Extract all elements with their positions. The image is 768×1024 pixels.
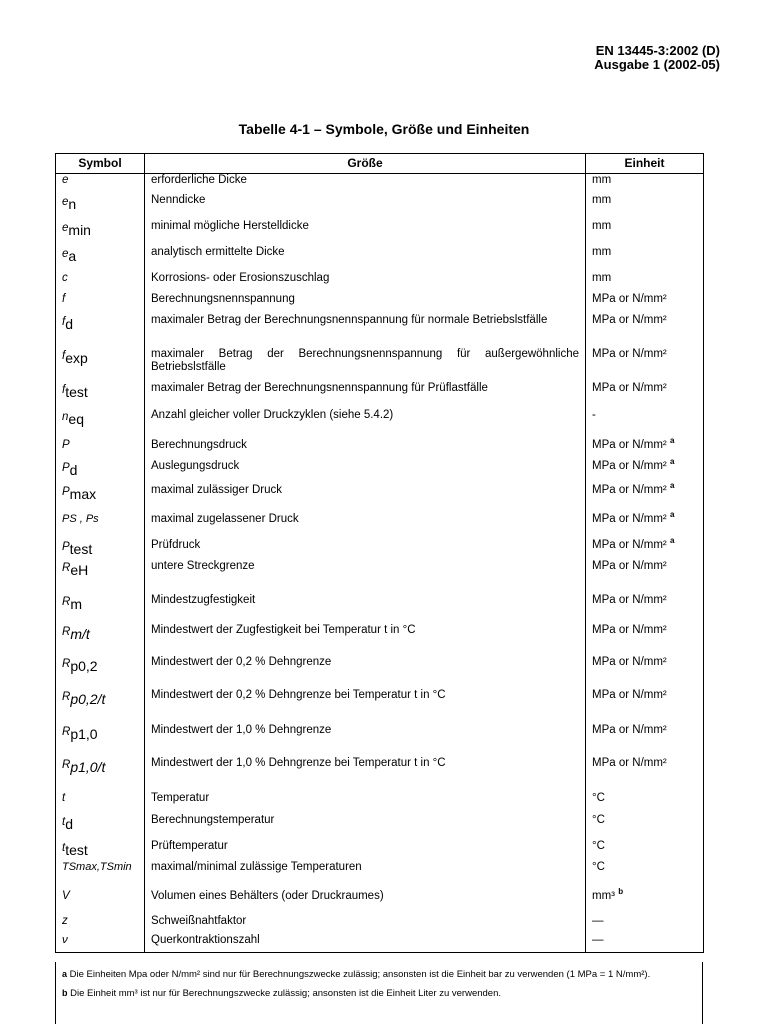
symbol-main: f xyxy=(62,315,66,328)
footnote-reference: a xyxy=(669,435,675,445)
table-row xyxy=(56,174,704,194)
unit-value: MPa or N/mm² xyxy=(592,538,667,551)
unit-cell xyxy=(586,934,704,953)
quantity-description: Berechnungstemperatur xyxy=(145,814,586,840)
unit-value: °C xyxy=(592,791,605,804)
unit-cell xyxy=(586,560,704,594)
quantity-description: maximal/minimal zulässige Temperaturen xyxy=(145,861,586,890)
symbol-main: PS , Ps xyxy=(62,512,99,525)
quantity-description: Mindestwert der Zugfestigkeit bei Temperatur t in °C xyxy=(145,624,586,656)
symbol-cell xyxy=(56,314,145,348)
unit-cell xyxy=(586,272,704,293)
symbol-main: ν xyxy=(62,933,68,946)
symbol-subscript: p1,0 xyxy=(70,725,98,742)
table-row xyxy=(56,890,704,915)
symbol-main: e xyxy=(62,221,69,234)
unit-value: MPa or N/mm² xyxy=(592,593,667,606)
table-row xyxy=(56,513,704,539)
symbol-cell xyxy=(56,656,145,689)
table-row xyxy=(56,656,704,689)
quantity-description: maximal zugelassener Druck xyxy=(145,513,586,539)
unit-cell xyxy=(586,246,704,272)
symbol-cell xyxy=(56,293,145,314)
symbols-table xyxy=(55,153,704,953)
symbol-cell xyxy=(56,560,145,594)
unit-cell xyxy=(586,409,704,439)
quantity-description: Korrosions- oder Erosionszuschlag xyxy=(145,272,586,293)
table-row xyxy=(56,272,704,293)
quantity-description: Nenndicke xyxy=(145,194,586,220)
table-row xyxy=(56,539,704,560)
unit-cell xyxy=(586,382,704,409)
symbol-cell xyxy=(56,757,145,792)
symbol-cell xyxy=(56,220,145,246)
symbol-main: V xyxy=(62,889,70,902)
table-row xyxy=(56,439,704,460)
table-header-row xyxy=(56,154,704,174)
footnote-a-text: Die Einheiten Mpa oder N/mm² sind nur für Berechnungszwecke zulässig; ansonsten ist die Einheit bar zu verwenden (1 MPa = 1 N/mm²). xyxy=(69,969,651,980)
unit-value: mm xyxy=(592,271,612,284)
table-row xyxy=(56,409,704,439)
column-header-symbol: Symbol xyxy=(56,154,145,174)
symbol-cell xyxy=(56,814,145,840)
symbol-main: R xyxy=(62,657,71,670)
unit-value: MPa or N/mm² xyxy=(592,723,667,736)
quantity-description: Auslegungsdruck xyxy=(145,460,586,484)
unit-value: mm xyxy=(592,245,612,258)
unit-cell xyxy=(586,509,704,539)
unit-value: MPa or N/mm² xyxy=(592,483,667,496)
table-footnotes xyxy=(55,962,703,1024)
symbol-subscript: eH xyxy=(70,561,89,578)
symbol-subscript: d xyxy=(65,315,73,332)
table-row xyxy=(56,915,704,934)
table-row xyxy=(56,560,704,594)
symbol-cell xyxy=(56,484,145,513)
unit-value: mm xyxy=(592,219,612,232)
symbol-cell xyxy=(56,934,145,953)
table-row xyxy=(56,814,704,840)
unit-value: — xyxy=(592,914,604,927)
symbol-main: R xyxy=(62,595,71,608)
unit-value: mm³ xyxy=(592,889,615,902)
unit-cell xyxy=(586,757,704,792)
symbol-main: R xyxy=(62,561,71,574)
symbol-main: TSmax,TSmin xyxy=(62,860,132,873)
unit-cell xyxy=(586,840,704,861)
unit-cell xyxy=(586,480,704,513)
unit-value: - xyxy=(592,408,596,421)
symbol-main: c xyxy=(62,271,68,284)
quantity-description: minimal mögliche Herstelldicke xyxy=(145,220,586,246)
symbol-cell xyxy=(56,792,145,814)
table-row xyxy=(56,861,704,890)
symbol-cell xyxy=(56,624,145,656)
symbol-cell xyxy=(56,861,145,890)
footnote-reference: b xyxy=(618,886,624,896)
unit-value: — xyxy=(592,933,604,946)
symbol-cell xyxy=(56,460,145,484)
unit-value: mm xyxy=(592,193,612,206)
footnote-a-mark: a xyxy=(62,969,68,979)
table-row xyxy=(56,382,704,409)
symbol-cell xyxy=(56,439,145,460)
symbol-main: t xyxy=(62,815,66,828)
unit-cell xyxy=(586,293,704,314)
symbol-cell xyxy=(56,348,145,382)
unit-cell xyxy=(586,194,704,220)
unit-value: MPa or N/mm² xyxy=(592,756,667,769)
symbol-subscript: max xyxy=(69,485,97,502)
quantity-description: Querkontraktionszahl xyxy=(145,934,586,953)
table-row xyxy=(56,293,704,314)
symbol-subscript: exp xyxy=(65,349,88,366)
table-row xyxy=(56,220,704,246)
symbol-cell xyxy=(56,246,145,272)
footnote-reference: a xyxy=(669,480,675,490)
quantity-description: Mindestwert der 1,0 % Dehngrenze bei Temperatur t in °C xyxy=(145,757,586,792)
footnote-reference: a xyxy=(669,535,675,545)
unit-cell xyxy=(586,861,704,890)
symbol-cell xyxy=(56,594,145,624)
document-number: EN 13445-3:2002 (D) xyxy=(595,43,720,58)
symbol-main: z xyxy=(62,914,68,927)
unit-value: MPa or N/mm² xyxy=(592,347,667,360)
quantity-description: Berechnungsnennspannung xyxy=(145,293,586,314)
symbol-main: n xyxy=(62,410,69,423)
symbol-subscript: test xyxy=(65,383,88,400)
unit-cell xyxy=(586,435,704,460)
symbol-main: f xyxy=(62,383,66,396)
symbol-subscript: test xyxy=(65,841,88,858)
symbol-main: t xyxy=(62,841,66,854)
symbol-main: P xyxy=(62,438,70,451)
table-row xyxy=(56,624,704,656)
unit-value: MPa or N/mm² xyxy=(592,512,667,525)
symbol-subscript: min xyxy=(68,221,91,238)
table-row xyxy=(56,246,704,272)
table-row xyxy=(56,484,704,513)
symbol-subscript: m xyxy=(70,595,82,612)
symbol-main: P xyxy=(62,461,70,474)
symbol-subscript: d xyxy=(65,815,73,832)
unit-cell xyxy=(586,689,704,724)
symbol-subscript: d xyxy=(69,461,78,478)
table-row xyxy=(56,689,704,724)
unit-cell xyxy=(586,594,704,624)
symbol-main: P xyxy=(62,485,70,498)
table-row xyxy=(56,314,704,348)
quantity-description: Mindestzugfestigkeit xyxy=(145,594,586,624)
table-row xyxy=(56,460,704,484)
symbol-main: e xyxy=(62,247,69,260)
symbol-cell xyxy=(56,513,145,539)
symbol-main: f xyxy=(62,349,66,362)
quantity-description: analytisch ermittelte Dicke xyxy=(145,246,586,272)
unit-cell xyxy=(586,915,704,934)
unit-cell xyxy=(586,886,704,915)
unit-value: MPa or N/mm² xyxy=(592,313,667,326)
quantity-description: Schweißnahtfaktor xyxy=(145,915,586,934)
symbol-main: R xyxy=(62,625,71,638)
unit-value: MPa or N/mm² xyxy=(592,655,667,668)
quantity-description: maximaler Betrag der Berechnungsnennspannung für Prüflastfälle xyxy=(145,382,586,409)
quantity-description: Temperatur xyxy=(145,792,586,814)
symbol-main: R xyxy=(62,725,71,738)
symbol-cell xyxy=(56,915,145,934)
symbol-subscript: a xyxy=(68,247,77,264)
symbol-subscript: p1,0/t xyxy=(70,758,106,775)
table-row xyxy=(56,934,704,953)
symbol-main: R xyxy=(62,758,71,771)
unit-value: °C xyxy=(592,860,605,873)
unit-cell xyxy=(586,535,704,560)
table-row xyxy=(56,757,704,792)
symbol-main: f xyxy=(62,292,66,305)
quantity-description: Mindestwert der 1,0 % Dehngrenze xyxy=(145,724,586,757)
symbol-cell xyxy=(56,724,145,757)
unit-value: MPa or N/mm² xyxy=(592,459,667,472)
symbol-subscript: n xyxy=(68,195,77,212)
unit-value: mm xyxy=(592,174,612,186)
footnote-b xyxy=(62,987,694,1000)
table-row xyxy=(56,348,704,382)
quantity-description: Prüftemperatur xyxy=(145,840,586,861)
symbol-main: P xyxy=(62,540,70,553)
symbol-subscript: p0,2 xyxy=(70,657,98,674)
unit-value: MPa or N/mm² xyxy=(592,292,667,305)
table-row xyxy=(56,792,704,814)
table-row xyxy=(56,840,704,861)
column-header-quantity: Größe xyxy=(145,154,586,174)
unit-value: °C xyxy=(592,813,605,826)
quantity-description: Prüfdruck xyxy=(145,539,586,560)
quantity-description: Mindestwert der 0,2 % Dehngrenze xyxy=(145,656,586,689)
footnote-a xyxy=(62,968,694,981)
quantity-description: maximaler Betrag der Berechnungsnennspannung für außergewöhnliche Betriebslstfälle xyxy=(145,348,586,382)
unit-value: MPa or N/mm² xyxy=(592,438,667,451)
symbol-cell xyxy=(56,890,145,915)
unit-value: MPa or N/mm² xyxy=(592,623,667,636)
symbol-cell xyxy=(56,689,145,724)
footnote-b-mark: b xyxy=(62,988,68,998)
footnote-b-text: Die Einheit mm³ ist nur für Berechnungszwecke zulässig; ansonsten ist die Einheit Liter zu verwenden. xyxy=(70,988,502,999)
quantity-description: erforderliche Dicke xyxy=(145,174,586,194)
quantity-description: maximaler Betrag der Berechnungsnennspannung für normale Betriebslstfälle xyxy=(145,314,586,348)
document-header xyxy=(594,44,720,72)
unit-value: °C xyxy=(592,839,605,852)
unit-cell xyxy=(586,174,704,194)
unit-cell xyxy=(586,792,704,814)
table-row xyxy=(56,594,704,624)
unit-cell xyxy=(586,314,704,348)
document-edition: Ausgabe 1 (2002-05) xyxy=(594,57,720,72)
symbol-main: R xyxy=(62,690,71,703)
symbol-cell xyxy=(56,382,145,409)
quantity-description: Berechnungsdruck xyxy=(145,439,586,460)
symbol-subscript: eq xyxy=(68,410,84,427)
column-header-unit: Einheit xyxy=(586,154,704,174)
quantity-description: Volumen eines Behälters (oder Druckraumes) xyxy=(145,890,586,915)
symbol-subscript: p0,2/t xyxy=(70,690,106,707)
unit-cell xyxy=(586,220,704,246)
quantity-description: maximal zulässiger Druck xyxy=(145,484,586,513)
symbol-cell xyxy=(56,840,145,861)
footnote-reference: a xyxy=(669,456,675,466)
symbol-cell xyxy=(56,272,145,293)
unit-cell xyxy=(586,456,704,484)
symbol-subscript: test xyxy=(69,540,93,557)
unit-cell xyxy=(586,656,704,689)
unit-cell xyxy=(586,624,704,656)
symbol-main: t xyxy=(62,791,66,804)
quantity-description: Mindestwert der 0,2 % Dehngrenze bei Temperatur t in °C xyxy=(145,689,586,724)
table-title: Tabelle 4-1 – Symbole, Größe und Einheiten xyxy=(238,121,530,137)
table-row xyxy=(56,194,704,220)
unit-cell xyxy=(586,348,704,382)
unit-cell xyxy=(586,724,704,757)
unit-value: MPa or N/mm² xyxy=(592,688,667,701)
symbol-cell xyxy=(56,174,145,194)
footnote-reference: a xyxy=(669,509,675,519)
quantity-description: untere Streckgrenze xyxy=(145,560,586,594)
symbol-subscript: m/t xyxy=(70,625,90,642)
symbol-cell xyxy=(56,409,145,439)
quantity-description: Anzahl gleicher voller Druckzyklen (siehe 5.4.2) xyxy=(145,409,586,439)
table-row xyxy=(56,724,704,757)
unit-cell xyxy=(586,814,704,840)
unit-value: MPa or N/mm² xyxy=(592,381,667,394)
symbol-main: e xyxy=(62,195,69,208)
symbol-cell xyxy=(56,194,145,220)
unit-value: MPa or N/mm² xyxy=(592,559,667,572)
symbol-cell xyxy=(56,539,145,560)
symbol-main: e xyxy=(62,174,69,186)
